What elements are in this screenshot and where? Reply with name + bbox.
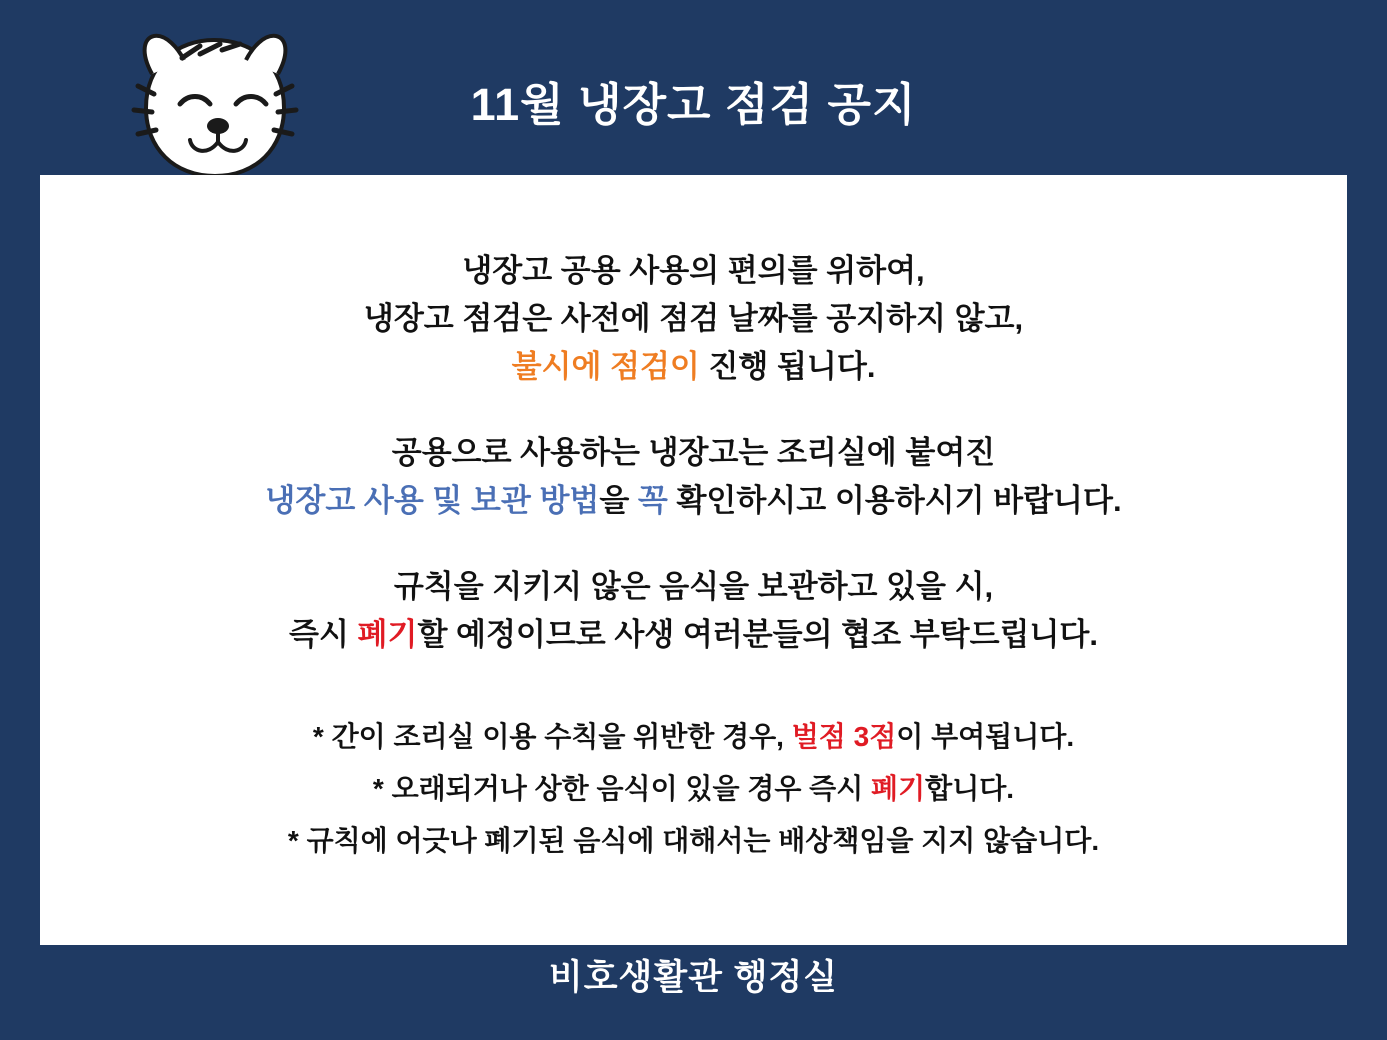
p1-highlight: 불시에 점검이 <box>511 349 700 385</box>
notice-card <box>40 175 1347 945</box>
note-item-2 <box>40 763 1347 815</box>
p3-highlight-discard: 폐기 <box>357 617 418 653</box>
note-item-1 <box>40 711 1347 763</box>
p2-line2-rest: 확인하시고 이용하시기 바랍니다. <box>667 483 1122 519</box>
poster-footer: 비호생활관 행정실 <box>548 958 839 997</box>
p3-line2-pre: 즉시 <box>289 617 358 653</box>
p2-highlight-method: 냉장고 사용 및 보관 방법 <box>265 483 600 519</box>
poster-header <box>0 0 1387 175</box>
p3-line1: 규칙을 지키지 않은 음식을 보관하고 있을 시, <box>393 569 994 605</box>
paragraph-1 <box>40 247 1347 391</box>
note1-rest: 이 부여됩니다. <box>896 721 1075 753</box>
p1-line2: 냉장고 점검은 사전에 점검 날짜를 공지하지 않고, <box>363 301 1024 337</box>
p2-mid: 을 <box>599 483 638 519</box>
p1-line3-rest: 진행 됩니다. <box>699 349 876 385</box>
note1-pre: * 간이 조리실 이용 수칙을 위반한 경우, <box>312 721 792 753</box>
p1-line1: 냉장고 공용 사용의 편의를 위하여, <box>462 253 925 288</box>
p3-line2-rest: 할 예정이므로 사생 여러분들의 협조 부탁드립니다. <box>417 617 1098 653</box>
notice-body <box>40 247 1347 867</box>
note1-highlight-penalty: 벌점 3점 <box>791 721 897 753</box>
paragraph-2 <box>40 429 1347 525</box>
paragraph-3 <box>40 563 1347 659</box>
note-item-3: * 규칙에 어긋나 폐기된 음식에 대해서는 배상책임을 지지 않습니다. <box>287 824 1100 856</box>
note2-pre: * 오래되거나 상한 음식이 있을 경우 즉시 <box>372 773 872 805</box>
note2-highlight-discard: 폐기 <box>871 773 926 805</box>
page-title: 11월 냉장고 점검 공지 <box>470 79 917 130</box>
note2-rest: 합니다. <box>925 773 1015 805</box>
notice-notes <box>40 711 1347 866</box>
p2-highlight-emphasis: 꼭 <box>637 483 668 519</box>
p2-line1: 공용으로 사용하는 냉장고는 조리실에 붙여진 <box>391 435 996 471</box>
